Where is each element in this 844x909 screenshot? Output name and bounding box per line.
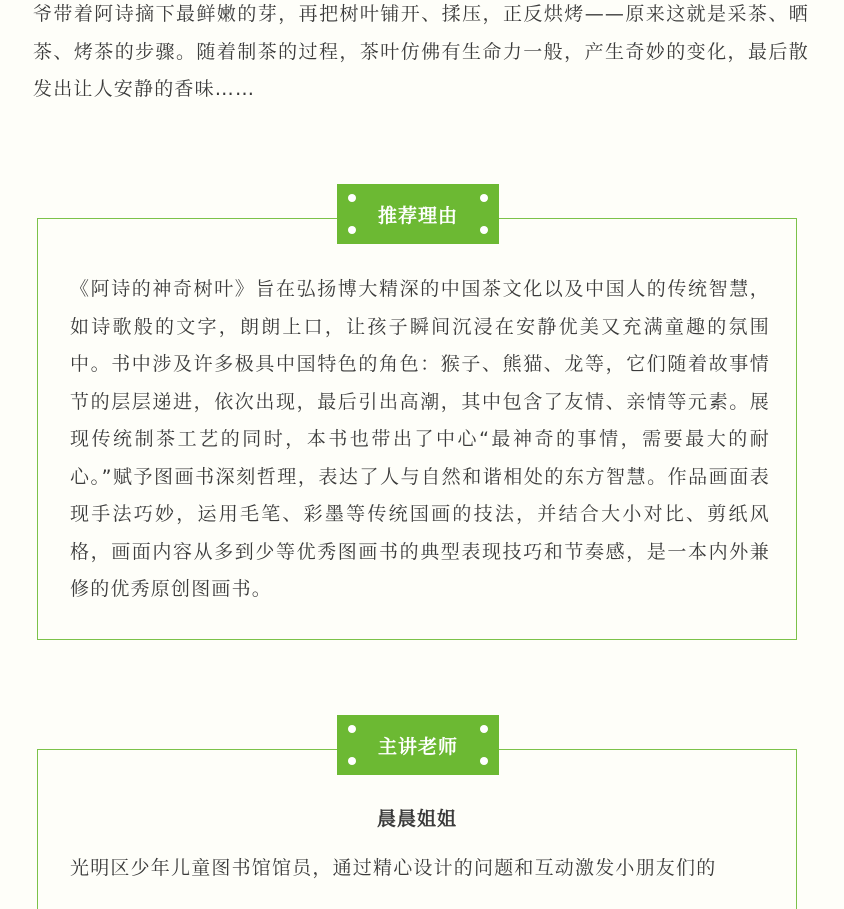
tag-dot-decoration: [480, 725, 488, 733]
teacher-title: 主讲老师: [377, 735, 458, 758]
teacher-name: 晨晨姐姐: [376, 808, 457, 830]
tag-dot-decoration: [348, 725, 356, 733]
teacher-section: [37, 735, 797, 909]
recommendation-section: [37, 204, 797, 640]
teacher-tag: [337, 715, 499, 775]
intro-paragraph: 爷带着阿诗摘下最鲜嫩的芽，再把树叶铺开、揉压，正反烘烤——原来这就是采茶、晒茶、烤茶的步骤。随着制茶的过程，茶叶仿佛有生命力一般，产生奇妙的变化，最后散发出让人安静的香味……: [33, 3, 809, 100]
tag-dot-decoration: [480, 226, 488, 234]
recommendation-tag: [337, 184, 499, 244]
recommendation-body: 《阿诗的神奇树叶》旨在弘扬博大精深的中国茶文化以及中国人的传统智慧，如诗歌般的文字，朗朗上口，让孩子瞬间沉浸在安静优美又充满童趣的氛围中。书中涉及许多极具中国特色的角色：猴子、熊猫、龙等，它们随着故事情节的层层递进，依次出现，最后引出高潮，其中包含了友情、亲情等元素。展现传统制茶工艺的同时，本书也带出了中心“最神奇的事情，需要最大的耐心。”赋予图画书深刻哲理，表达了人与自然和谐相处的东方智慧。作品画面表现手法巧妙，运用毛笔、彩墨等传统国画的技法，并结合大小对比、剪纸风格，画面内容从多到少等优秀图画书的典型表现技巧和节奏感，是一本内外兼修的优秀原创图画书。: [70, 278, 770, 600]
tag-dot-decoration: [480, 757, 488, 765]
tag-dot-decoration: [348, 757, 356, 765]
tag-dot-decoration: [480, 194, 488, 202]
tag-dot-decoration: [348, 226, 356, 234]
teacher-bio: 光明区少年儿童图书馆馆员，通过精心设计的问题和互动激发小朋友们的: [70, 857, 717, 879]
tag-dot-decoration: [348, 194, 356, 202]
recommendation-title: 推荐理由: [377, 204, 458, 227]
